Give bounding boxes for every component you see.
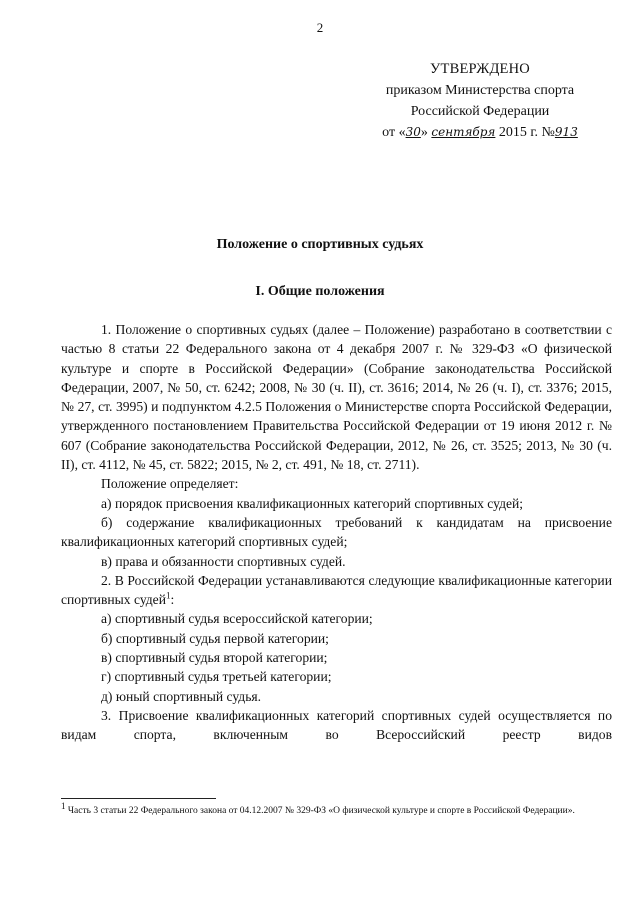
handwritten-day: 30 xyxy=(405,125,421,139)
date-year: 2015 г. № xyxy=(498,125,555,140)
category-item-d: д) юный спортивный судья. xyxy=(101,688,262,704)
paragraph-3: 3. Присвоение квалификационных категорий спортивных судей осуществляется по видам спорта, включенным во Всероссийский реестр видов xyxy=(61,707,612,743)
approval-line-2: Российской Федерации xyxy=(410,104,550,119)
paragraph-defines: Положение определяет: xyxy=(101,476,239,492)
date-mid: » xyxy=(420,125,428,140)
category-item-g: г) спортивный судья третьей категории; xyxy=(101,669,332,685)
category-item-a: а) спортивный судья всероссийской категории; xyxy=(101,611,373,627)
list-item-b: б) содержание квалификационных требований к кандидатам на присвоение квалификационных категорий спортивных судей; xyxy=(61,514,612,550)
list-item-v: в) права и обязанности спортивных судей. xyxy=(101,553,346,569)
handwritten-month: сентября xyxy=(431,125,496,139)
approval-block xyxy=(330,59,630,143)
approval-title: УТВЕРЖДЕНО xyxy=(430,61,530,77)
footnote-ref: 1 xyxy=(165,590,171,601)
approval-line-1: приказом Министерства спорта xyxy=(385,83,575,98)
paragraph-2: 2. В Российской Федерации устанавливаются следующие квалификационные категории спортивных судей$^1$: xyxy=(61,572,612,608)
date-prefix: от « xyxy=(382,125,406,140)
category-item-b: б) спортивный судья первой категории; xyxy=(101,630,329,646)
document-title: Положение о спортивных судьях xyxy=(216,237,424,252)
footnote-mark: 1 xyxy=(61,800,66,811)
footnote-divider xyxy=(61,798,216,799)
category-item-v: в) спортивный судья второй категории; xyxy=(101,650,328,666)
footnote xyxy=(61,800,612,818)
footnote-text: Часть 3 статьи 22 Федерального закона от 04.12.2007 № 329-ФЗ «О физической культуре и спорте в Российской Федерации». xyxy=(67,806,575,816)
handwritten-order-number: 913 xyxy=(554,125,578,139)
list-item-a: а) порядок присвоения квалификационных категорий спортивных судей; xyxy=(101,495,524,511)
approval-date xyxy=(330,122,630,143)
page-number: 2 xyxy=(316,20,324,35)
paragraph-1: 1. Положение о спортивных судьях (далее – Положение) разработано в соответствии с частью 8 статьи 22 Федерального закона от 4 декабря 2007 г. № 329-ФЗ «О физической культуре и спорте в Российской Федерации» (Собрание законодательства Российской Федерации, 2007, № 50, ст. 6242; 2008, № 30 (ч. II), ст. 3616; 2014, № 26 (ч. I), ст. 3376; 2015, № 27, ст. 3995) и подпунктом 4.2.5 Положения о Министерстве спорта Российской Федерации, утвержденного постановлением Правительства Российской Федерации от 19 июня 2012 г. № 607 (Собрание законодательства Российской Федерации, 2012, № 26, ст. 3525; 2013, № 30 (ч. II), ст. 4112, № 45, ст. 5822; 2015, № 2, ст. 491, № 18, ст. 2711). xyxy=(61,322,612,473)
document-body xyxy=(61,320,612,745)
section-title: I. Общие положения xyxy=(255,284,385,299)
paragraph-2-text: 2. В Российской Федерации устанавливаются следующие квалификационные категории спортивных судей xyxy=(61,572,612,608)
